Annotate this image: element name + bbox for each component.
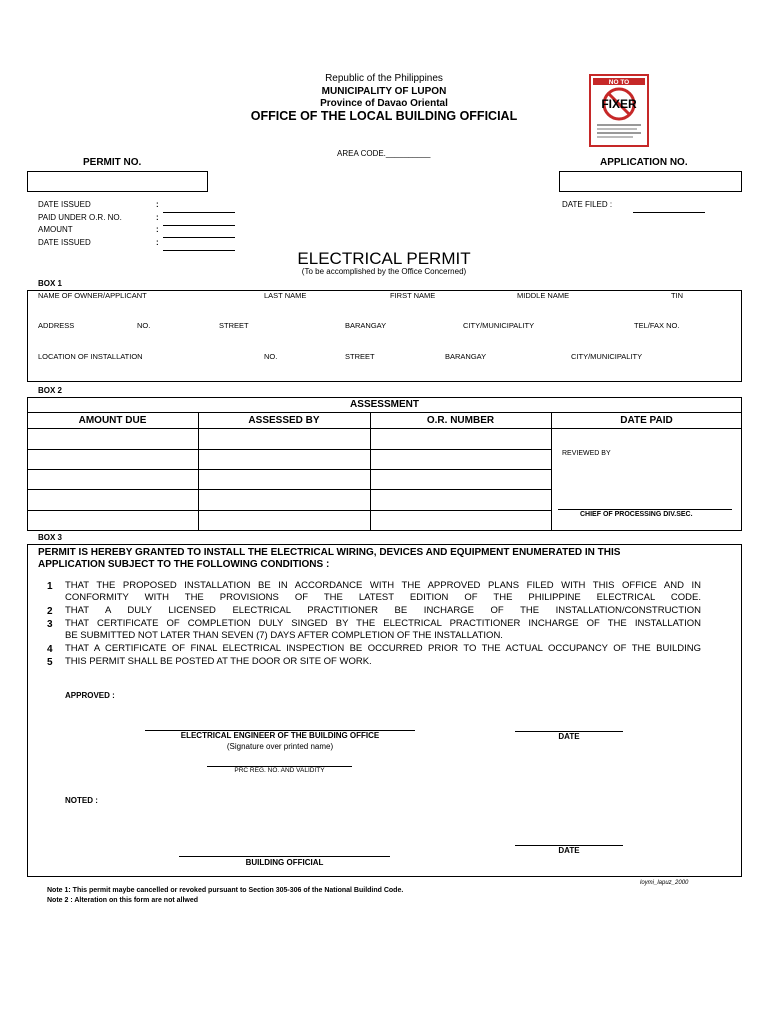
last-name-label: LAST NAME: [264, 291, 307, 300]
or-no-line[interactable]: [163, 225, 235, 226]
colon: :: [156, 238, 159, 247]
author-credit: loymi_lapuz_2000: [640, 880, 689, 886]
row-divider: [27, 510, 551, 511]
signature-note: (Signature over printed name): [226, 742, 334, 751]
colon: :: [156, 200, 159, 209]
reviewed-signature-line[interactable]: [558, 509, 732, 510]
condition-number: 1: [47, 581, 53, 592]
header-province: Province of Davao Oriental: [320, 98, 448, 109]
location-barangay-label: BARANGAY: [445, 352, 487, 361]
note-2: Note 2 : Alteration on this form are not allwed: [47, 897, 199, 904]
building-official-label: BUILDING OFFICIAL: [245, 858, 324, 867]
tin-label: TIN: [671, 291, 684, 300]
row-divider: [27, 489, 551, 490]
header-office: OFFICE OF THE LOCAL BUILDING OFFICIAL: [250, 109, 518, 123]
condition-2: THAT A DULY LICENSED ELECTRICAL PRACTITIONER BE INCHARGE OF THE INSTALLATION/CONSTRUCTION: [65, 605, 701, 616]
box3-label: BOX 3: [38, 533, 63, 542]
row-divider: [27, 469, 551, 470]
permit-no-field[interactable]: [27, 171, 208, 192]
condition-number: 5: [47, 657, 53, 668]
location-label: LOCATION OF INSTALLATION: [38, 352, 143, 361]
grant-text-1: PERMIT IS HEREBY GRANTED TO INSTALL THE ELECTRICAL WIRING, DEVICES AND EQUIPMENT ENUMERATED IN THIS: [38, 547, 621, 558]
field-amount-label: AMOUNT: [38, 225, 73, 234]
owner-name-label: NAME OF OWNER/APPLICANT: [38, 291, 147, 300]
col-date-paid: DATE PAID: [620, 415, 673, 426]
building-official-signature-line[interactable]: [179, 856, 390, 857]
date-filed-label: DATE FILED :: [562, 200, 613, 209]
date-issued-line[interactable]: [163, 212, 235, 213]
col-or-number: O.R. NUMBER: [426, 415, 495, 426]
col-divider: [551, 412, 552, 531]
header-municipality: MUNICIPALITY OF LUPON: [321, 86, 447, 97]
location-city-label: CITY/MUNICIPALITY: [571, 352, 643, 361]
header-republic: Republic of the Philippines: [325, 73, 443, 84]
application-no-field[interactable]: [559, 171, 742, 192]
amount-line[interactable]: [163, 237, 235, 238]
col-divider: [370, 412, 371, 531]
no-fixer-logo: [589, 74, 649, 147]
address-no-label: NO.: [137, 321, 151, 330]
permit-no-label: PERMIT NO.: [83, 157, 142, 168]
field-date-issued-2-label: DATE ISSUED: [38, 238, 91, 247]
condition-4: THAT A CERTIFICATE OF FINAL ELECTRICAL INSPECTION BE OCCURRED PRIOR TO THE ACTUAL OCCUPANCY OF THE BUILDING: [65, 643, 701, 654]
box1: [27, 290, 742, 382]
col-amount-due: AMOUNT DUE: [78, 415, 147, 426]
first-name-label: FIRST NAME: [390, 291, 436, 300]
assessment-divider: [27, 412, 742, 413]
permit-subtitle: (To be accomplished by the Office Concerned): [301, 267, 467, 276]
grant-text-2: APPLICATION SUBJECT TO THE FOLLOWING CONDITIONS :: [38, 559, 330, 570]
address-city-label: CITY/MUNICIPALITY: [463, 321, 535, 330]
condition-1b: CONFORMITY WITH THE PROVISIONS OF THE LATEST EDITION OF THE PHILIPPINE ELECTRICAL CODE.: [65, 592, 701, 603]
condition-number: 4: [47, 644, 53, 655]
header-divider: [27, 428, 742, 429]
no-fixer-icon: [591, 76, 647, 145]
middle-name-label: MIDDLE NAME: [517, 291, 570, 300]
address-barangay-label: BARANGAY: [345, 321, 387, 330]
assessment-heading: ASSESSMENT: [350, 399, 419, 410]
logo-top-text: NO TO: [608, 79, 630, 86]
condition-number: 2: [47, 606, 53, 617]
approved-date-label: DATE: [558, 732, 580, 741]
col-assessed-by: ASSESSED BY: [248, 415, 320, 426]
engineer-label: ELECTRICAL ENGINEER OF THE BUILDING OFFICE: [180, 731, 380, 740]
reviewed-by-label: REVIEWED BY: [562, 450, 611, 457]
address-street-label: STREET: [219, 321, 249, 330]
condition-5: THIS PERMIT SHALL BE POSTED AT THE DOOR OR SITE OF WORK.: [65, 656, 372, 667]
logo-word: FIXER: [601, 97, 637, 111]
prc-label: PRC REG. NO. AND VALIDITY: [234, 767, 325, 774]
row-divider: [27, 449, 551, 450]
condition-number: 3: [47, 619, 53, 630]
condition-3b: BE SUBMITTED NOT LATER THAN SEVEN (7) DAYS AFTER COMPLETION OF THE INSTALLATION.: [65, 630, 503, 641]
field-date-issued-label: DATE ISSUED: [38, 200, 91, 209]
application-no-label: APPLICATION NO.: [600, 157, 688, 168]
date-filed-line[interactable]: [633, 212, 705, 213]
colon: :: [156, 213, 159, 222]
noted-label: NOTED :: [65, 796, 98, 805]
noted-date-label: DATE: [558, 846, 580, 855]
approved-label: APPROVED :: [65, 691, 115, 700]
tel-fax-label: TEL/FAX NO.: [634, 321, 680, 330]
note-1: Note 1: This permit maybe cancelled or revoked pursuant to Section 305-306 of the National Buildind Code.: [47, 887, 404, 894]
area-code: AREA CODE.__________: [337, 149, 431, 158]
condition-3a: THAT CERTIFICATE OF COMPLETION DULY SINGED BY THE ELECTRICAL PRACTITIONER INCHARGE OF THE INSTALLATION: [65, 618, 701, 629]
field-or-no-label: PAID UNDER O.R. NO.: [38, 213, 122, 222]
permit-title: ELECTRICAL PERMIT: [297, 249, 471, 268]
chief-label: CHIEF OF PROCESSING DIV.SEC.: [580, 511, 693, 518]
condition-1a: THAT THE PROPOSED INSTALLATION BE IN ACCORDANCE WITH THE APPROVED PLANS FILED WITH THIS OFFICE AND IN: [65, 580, 701, 591]
col-divider: [198, 412, 199, 531]
location-street-label: STREET: [345, 352, 375, 361]
colon: :: [156, 225, 159, 234]
box1-label: BOX 1: [38, 279, 63, 288]
location-no-label: NO.: [264, 352, 278, 361]
box2-label: BOX 2: [38, 386, 63, 395]
address-label: ADDRESS: [38, 321, 75, 330]
